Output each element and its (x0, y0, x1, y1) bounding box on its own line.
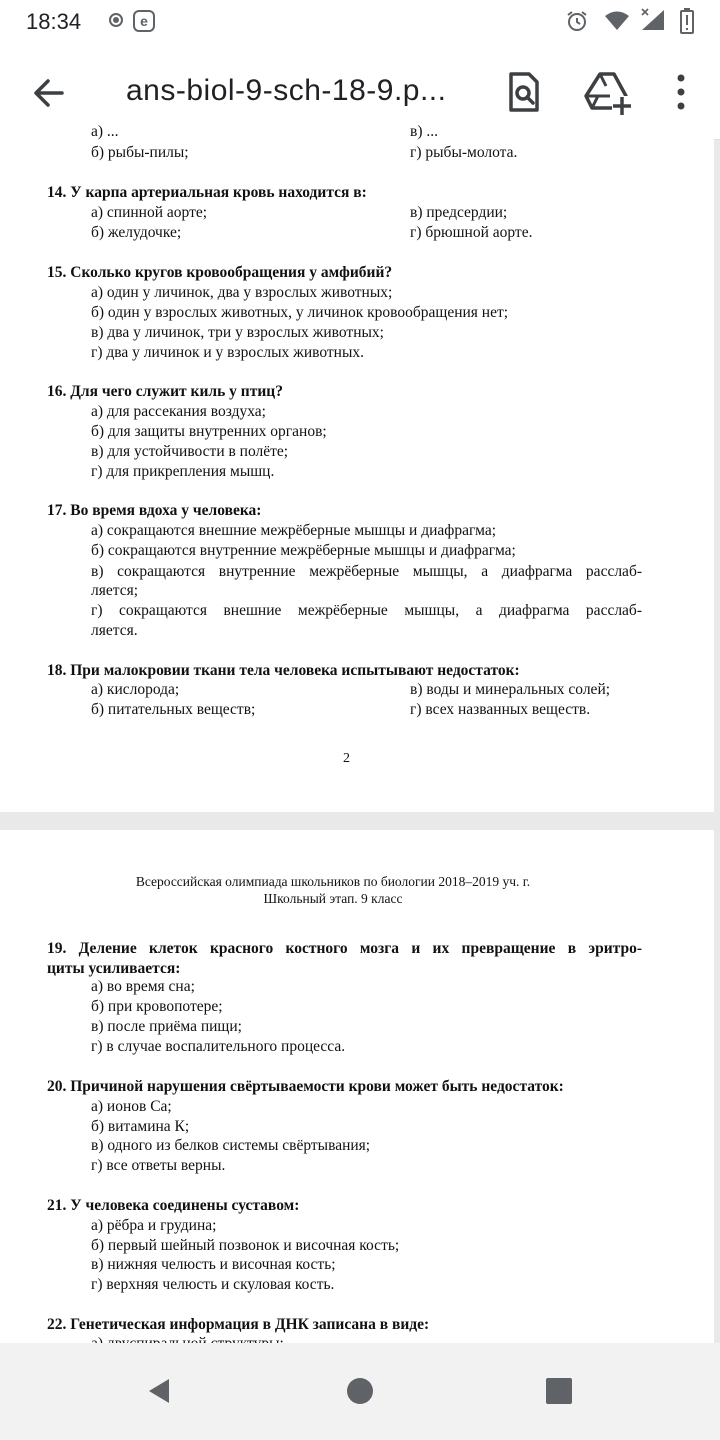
page-header-line-1: Всероссийская олимпиада школьников по биологии 2018–2019 уч. г. (135, 874, 531, 889)
question-19-cont: циты усиливается: (47, 960, 181, 977)
q16-option-b: б) для защиты внутренних органов; (91, 423, 327, 440)
q19-option-d: г) в случае воспалительного процесса. (91, 1038, 346, 1055)
svg-text:e: e (140, 13, 148, 29)
question-21: 21. У человека соединены суставом: (47, 1197, 300, 1214)
recents-square-icon[interactable] (539, 1371, 579, 1411)
q14-option-a: а) спинной аорте; (91, 204, 208, 221)
question-16: 16. Для чего служит киль у птиц? (47, 383, 283, 400)
drive-add-icon[interactable] (582, 66, 634, 118)
question-18: 18. При малокровии ткани тела человека испытывают недостаток: (47, 662, 520, 679)
q21-option-a: а) рёбра и грудина; (91, 1217, 217, 1234)
alarm-icon (565, 9, 589, 33)
q20-option-d: г) все ответы верны. (91, 1157, 226, 1174)
e-app-icon (132, 9, 156, 33)
q15-option-a: а) один у личинок, два у взрослых животных; (91, 284, 393, 301)
q19-option-a: а) во время сна; (91, 978, 195, 995)
page-header-line-2: Школьный этап. 9 класс (263, 891, 403, 906)
q17-option-d: г) сокращаются внешние межрёберные мышцы, а диафрагма расслаб- (91, 602, 642, 619)
q18-option-b: б) питательных веществ; (91, 701, 256, 718)
q17-option-d-cont: ляется. (91, 622, 138, 639)
q18-option-a: а) кислорода; (91, 681, 180, 698)
q16-option-a: а) для рассекания воздуха; (91, 403, 266, 420)
battery-icon (680, 8, 694, 34)
wifi-icon (603, 10, 631, 32)
cut-option-line: в) ... (410, 123, 438, 140)
q14-option-b: б) желудочке; (91, 224, 182, 241)
option-b: б) рыбы-пилы; (91, 144, 189, 161)
document-title: ans-biol-9-sch-18-9.p... (126, 74, 447, 107)
q17-option-c: в) сокращаются внутренние межрёберные мышцы, а диафрагма расслаб- (91, 563, 642, 580)
q21-option-b: б) первый шейный позвонок и височная кость; (91, 1237, 400, 1254)
q17-option-c-cont: ляется; (91, 582, 139, 599)
q14-option-d: г) брюшной аорте. (410, 224, 533, 241)
more-vert-icon[interactable] (655, 66, 707, 118)
q17-option-b: б) сокращаются внутренние межрёберные мышцы и диафрагма; (91, 542, 516, 559)
q20-option-b: б) витамина К; (91, 1118, 190, 1135)
question-19: 19. Деление клеток красного костного мозга и их превращение в эритро- (47, 940, 642, 957)
signal-icon (638, 6, 668, 32)
pdf-viewer[interactable] (0, 123, 720, 1343)
q21-option-d: г) верхняя челюсть и скуловая кость. (91, 1276, 335, 1293)
status-time: 18:34 (26, 9, 82, 34)
question-14: 14. У карпа артериальная кровь находится в: (47, 184, 367, 201)
record-icon (108, 12, 124, 28)
home-circle-icon[interactable] (340, 1371, 380, 1411)
pdf-page (0, 120, 714, 812)
q15-option-b: б) один у взрослых животных, у личинок кровообращения нет; (91, 304, 509, 321)
q16-option-d: г) для прикрепления мышц. (91, 463, 275, 480)
q20-option-c: в) одного из белков системы свёртывания; (91, 1137, 371, 1154)
cut-option-line: а) ... (91, 123, 119, 140)
q19-option-c: в) после приёма пищи; (91, 1018, 242, 1035)
option-d: г) рыбы-молота. (410, 144, 518, 161)
q16-option-c: в) для устойчивости в полёте; (91, 443, 289, 460)
question-17: 17. Во время вдоха у человека: (47, 502, 262, 519)
question-20: 20. Причиной нарушения свёртываемости крови может быть недостаток: (47, 1078, 564, 1095)
back-arrow-icon[interactable] (24, 68, 74, 118)
q17-option-a: а) сокращаются внешние межрёберные мышцы и диафрагма; (91, 522, 497, 539)
q21-option-c: в) нижняя челюсть и височная кость; (91, 1256, 336, 1273)
q20-option-a: а) ионов Са; (91, 1098, 172, 1115)
navigation-bar (0, 1343, 720, 1440)
question-22: 22. Генетическая информация в ДНК записана в виде: (47, 1316, 430, 1333)
question-15: 15. Сколько кругов кровообращения у амфибий? (47, 264, 393, 281)
status-bar (0, 0, 720, 44)
q19-option-b: б) при кровопотере; (91, 998, 223, 1015)
q15-option-c: в) два у личинок, три у взрослых животных; (91, 324, 384, 341)
find-in-page-icon[interactable] (497, 66, 549, 118)
back-triangle-icon[interactable] (139, 1371, 179, 1411)
pdf-page (0, 830, 714, 1370)
q14-option-c: в) предсердии; (410, 204, 508, 221)
page-number: 2 (343, 751, 350, 766)
q15-option-d: г) два у личинок и у взрослых животных. (91, 344, 364, 361)
q18-option-d: г) всех названных веществ. (410, 701, 591, 718)
q18-option-c: в) воды и минеральных солей; (410, 681, 611, 698)
